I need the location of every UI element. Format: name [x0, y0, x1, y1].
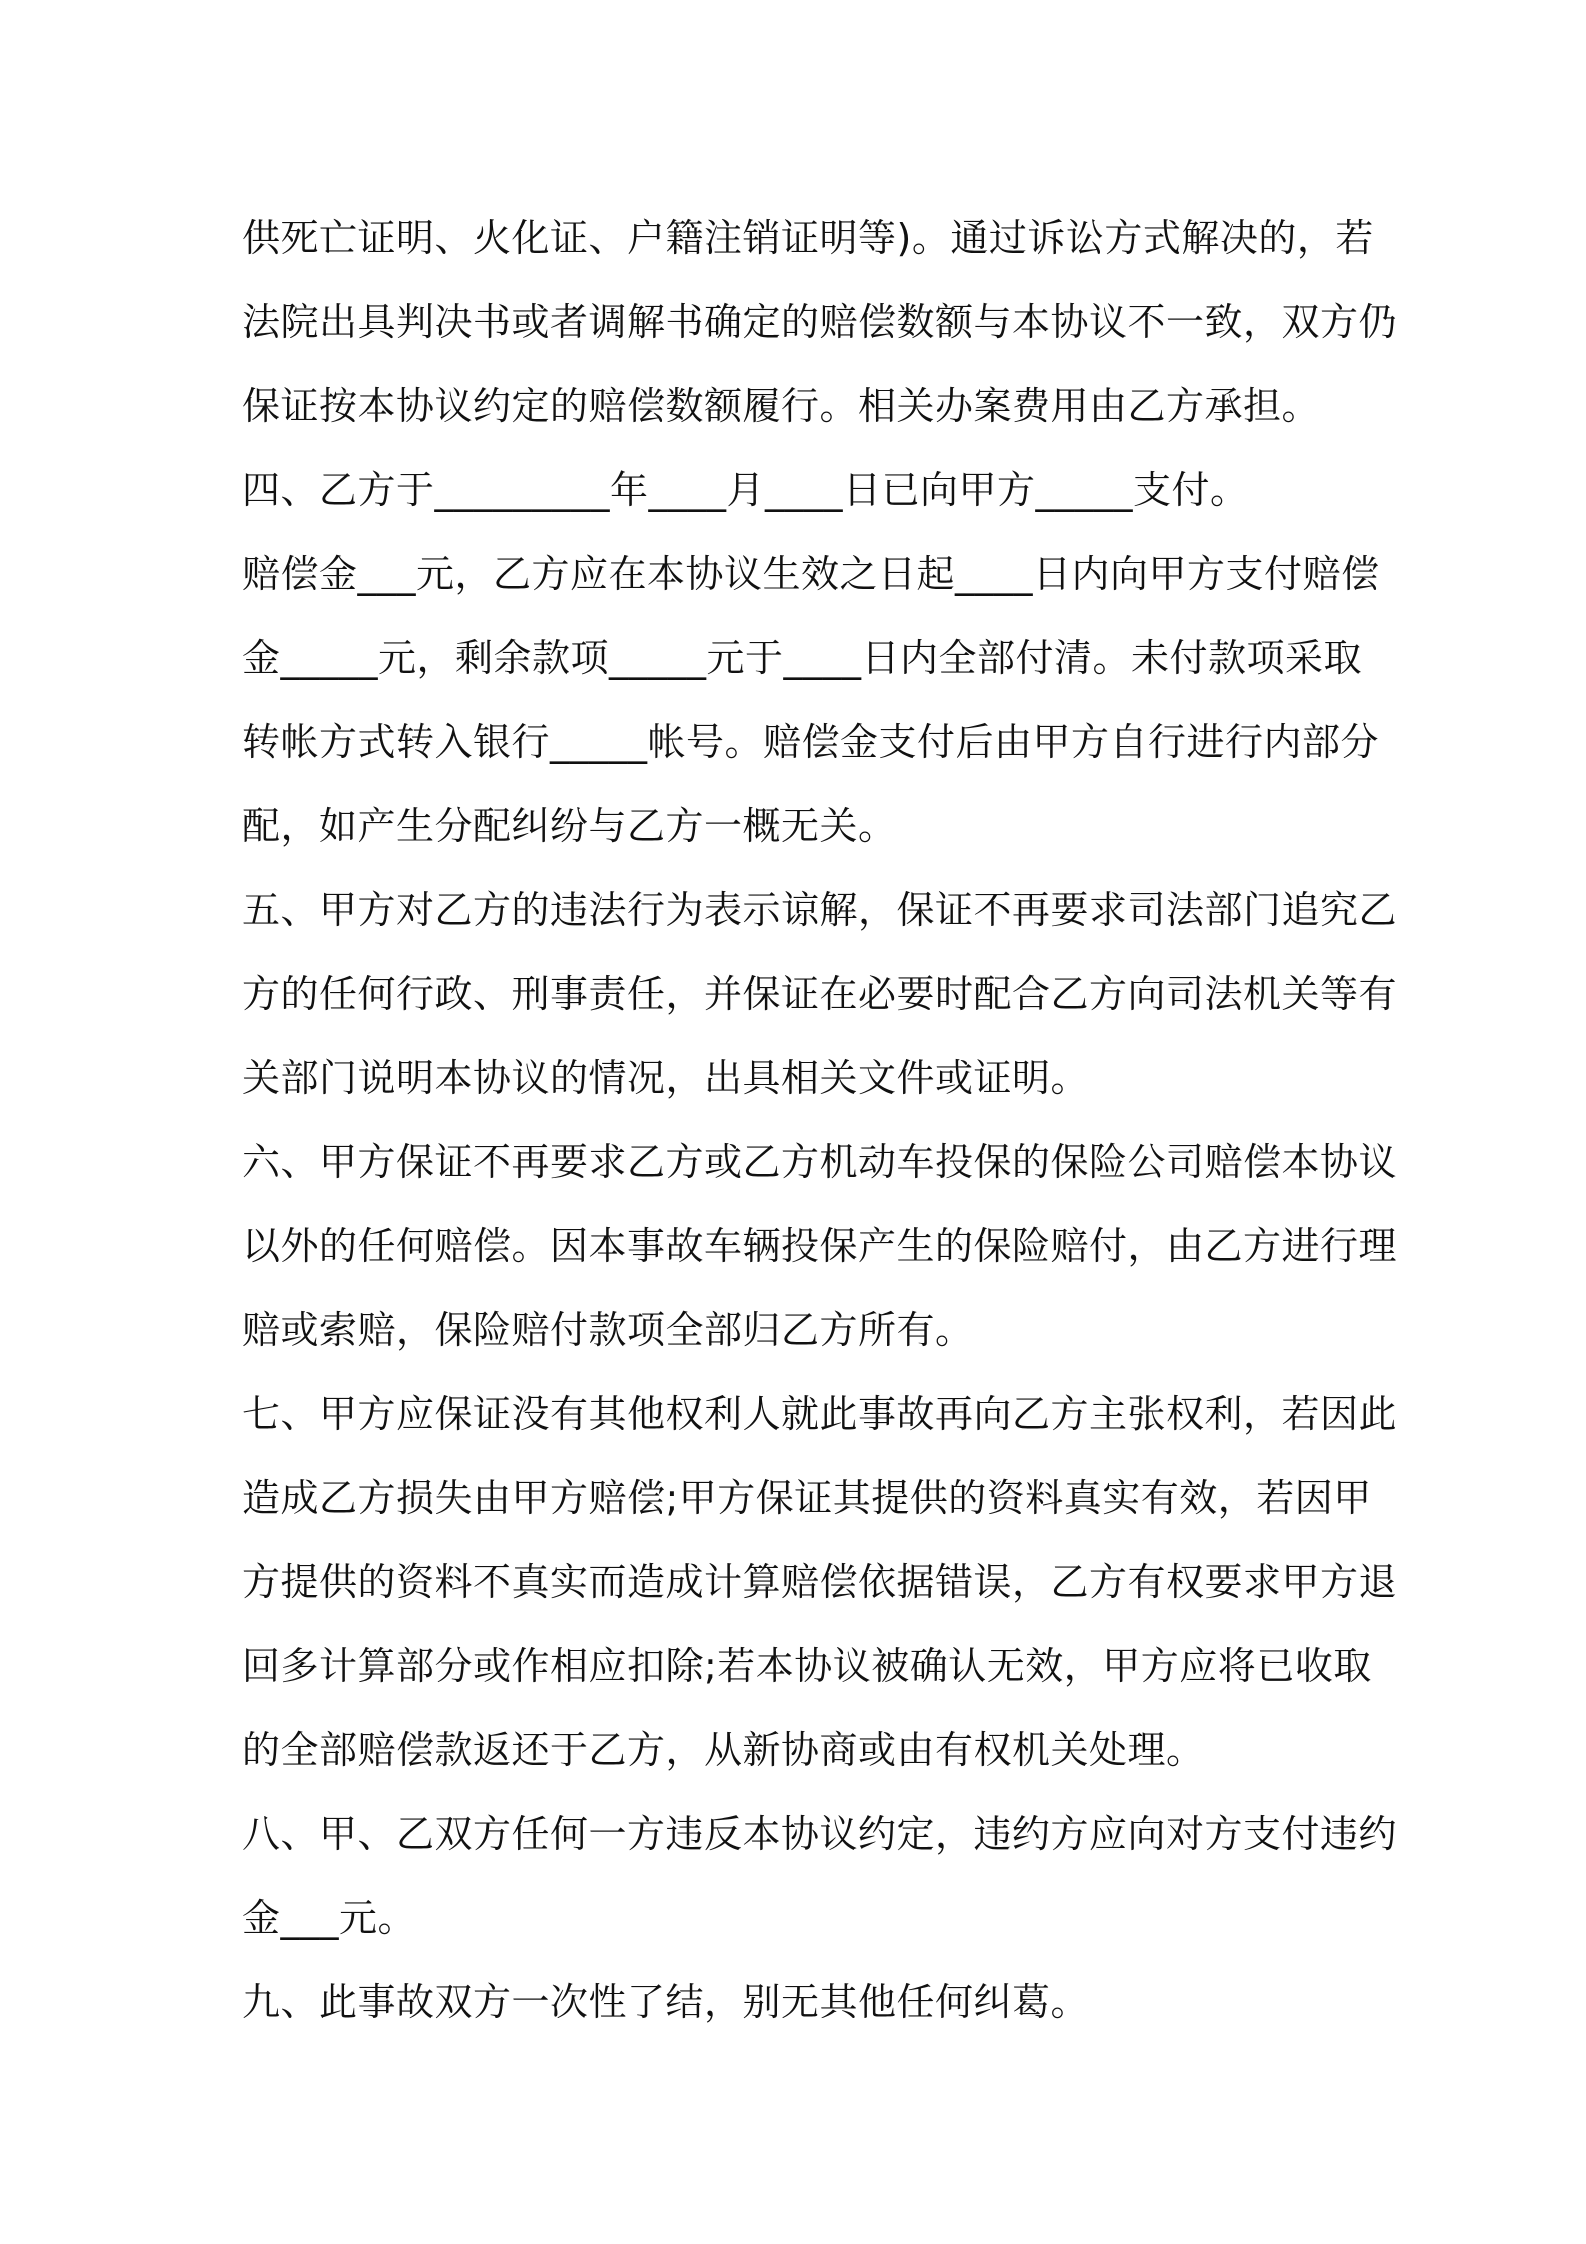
text-line: 金___元。: [242, 1896, 417, 1940]
text-line: 方的任何行政、刑事责任，并保证在必要时配合乙方向司法机关等有: [242, 972, 1398, 1016]
text-line: 以外的任何赔偿。因本事故车辆投保产生的保险赔付，由乙方进行理: [242, 1224, 1398, 1268]
text-line: 转帐方式转入银行_____帐号。赔偿金支付后由甲方自行进行内部分: [242, 720, 1380, 764]
text-line: 法院出具判决书或者调解书确定的赔偿数额与本协议不一致，双方仍: [242, 300, 1398, 344]
text-line: 造成乙方损失由甲方赔偿;甲方保证其提供的资料真实有效，若因甲: [242, 1476, 1372, 1520]
text-line: 关部门说明本协议的情况，出具相关文件或证明。: [242, 1056, 1090, 1100]
document-body: [242, 196, 1398, 2044]
text-line: 九、此事故双方一次性了结，别无其他任何纠葛。: [242, 1980, 1090, 2024]
text-line: 回多计算部分或作相应扣除;若本协议被确认无效，甲方应将已收取: [242, 1644, 1372, 1688]
text-line: 配，如产生分配纠纷与乙方一概无关。: [242, 804, 897, 848]
text-line: 的全部赔偿款返还于乙方，从新协商或由有权机关处理。: [242, 1728, 1205, 1772]
text-line: 八、甲、乙双方任何一方违反本协议约定，违约方应向对方支付违约: [242, 1812, 1398, 1856]
text-line: 六、甲方保证不再要求乙方或乙方机动车投保的保险公司赔偿本协议: [242, 1140, 1398, 1184]
text-line: 四、乙方于_________年____月____日已向甲方_____支付。: [242, 468, 1249, 512]
text-line: 方提供的资料不真实而造成计算赔偿依据错误，乙方有权要求甲方退: [242, 1560, 1398, 1604]
text-line: 七、甲方应保证没有其他权利人就此事故再向乙方主张权利，若因此: [242, 1392, 1398, 1436]
text-line: 五、甲方对乙方的违法行为表示谅解，保证不再要求司法部门追究乙: [242, 888, 1398, 932]
text-line: 保证按本协议约定的赔偿数额履行。相关办案费用由乙方承担。: [242, 384, 1321, 428]
text-line: 赔或索赔，保险赔付款项全部归乙方所有。: [242, 1308, 974, 1352]
text-line: 供死亡证明、火化证、户籍注销证明等)。通过诉讼方式解决的，若: [242, 216, 1374, 260]
text-line: 金_____元，剩余款项_____元于____日内全部付清。未付款项采取: [242, 636, 1363, 680]
text-line: 赔偿金___元，乙方应在本协议生效之日起____日内向甲方支付赔偿: [242, 552, 1380, 596]
